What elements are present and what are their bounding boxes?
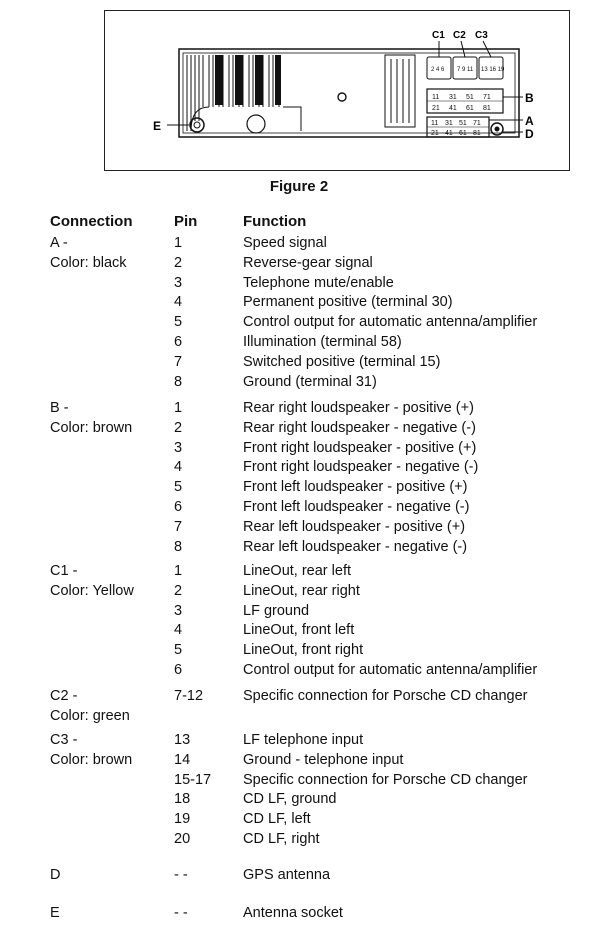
- connection-label: Color: brown: [50, 751, 133, 768]
- connection-label: C2 -: [50, 688, 78, 704]
- figure-2-connector-diagram: [104, 10, 570, 171]
- pin-function: Permanent positive (terminal 30): [243, 294, 453, 311]
- label-a: A: [525, 114, 534, 128]
- b-row1-pin3: 51: [466, 94, 474, 101]
- connection-label: B -: [50, 400, 69, 416]
- pin-function: Telephone mute/enable: [243, 274, 394, 291]
- a-row2-pin3: 61: [459, 130, 467, 137]
- pin-function: Speed signal: [243, 235, 327, 251]
- pin-function: CD LF, right: [243, 831, 320, 847]
- pin-number: 5: [174, 314, 183, 331]
- pin-number: 14: [174, 751, 191, 768]
- pin-number: 7: [174, 353, 183, 370]
- radio-rear-panel-drawing: [105, 11, 571, 172]
- pin-number: 8: [174, 373, 183, 390]
- pin-function: Rear right loudspeaker - positive (+): [243, 400, 474, 416]
- connection-label: E: [50, 905, 60, 921]
- pin-number: 6: [174, 334, 183, 350]
- pin-function: LineOut, rear right: [243, 582, 360, 599]
- pin-number: 3: [174, 439, 183, 456]
- pin-function: Front right loudspeaker - positive (+): [243, 439, 477, 456]
- pin-number: 2: [174, 419, 183, 436]
- pin-number: 5: [174, 642, 183, 659]
- pin-function: LineOut, rear left: [243, 563, 351, 579]
- a-row2-pin1: 21: [431, 130, 439, 137]
- connection-label: A -: [50, 235, 68, 251]
- pin-function: Rear left loudspeaker - negative (-): [243, 538, 468, 555]
- pin-number: 3: [174, 602, 183, 619]
- label-c1: C1: [432, 30, 445, 41]
- header-connection: Connection: [50, 213, 133, 230]
- pin-function: Front right loudspeaker - negative (-): [243, 459, 479, 476]
- pin-number: 1: [174, 235, 183, 251]
- pin-number: 2: [174, 582, 183, 599]
- b-row1-pin1: 11: [432, 94, 440, 101]
- pin-function: Illumination (terminal 58): [243, 334, 402, 350]
- pin-number: 20: [174, 831, 191, 847]
- pin-function: Ground - telephone input: [243, 751, 404, 768]
- a-row1-pin2: 31: [445, 120, 453, 127]
- connection-label: C1 -: [50, 563, 78, 579]
- b-row2-pin3: 61: [466, 105, 474, 112]
- pin-function: Antenna socket: [243, 905, 343, 921]
- pin-number: 7-12: [174, 688, 204, 704]
- pin-number: 6: [174, 662, 183, 678]
- connection-label: Color: green: [50, 707, 130, 724]
- svg-text:13 16 19: 13 16 19: [481, 67, 505, 73]
- connection-label: D: [50, 867, 61, 883]
- pin-function: CD LF, ground: [243, 791, 337, 808]
- connection-label: Color: black: [50, 254, 127, 271]
- pin-number: 2: [174, 254, 183, 271]
- pin-number: - -: [174, 905, 188, 921]
- a-row2-pin4: 81: [473, 130, 481, 137]
- b-row2-pin2: 41: [449, 105, 457, 112]
- svg-text:2 4 6: 2 4 6: [431, 67, 445, 73]
- pin-function: Front left loudspeaker - negative (-): [243, 499, 470, 515]
- pin-function: Specific connection for Porsche CD changer: [243, 771, 528, 788]
- pin-number: 8: [174, 538, 183, 555]
- pin-function: Control output for automatic antenna/amplifier: [243, 314, 538, 331]
- e-antenna-socket-icon: [190, 118, 204, 132]
- svg-text:7 9 11: 7 9 11: [457, 67, 474, 73]
- pin-function: LineOut, front right: [243, 642, 364, 659]
- label-c3: C3: [475, 30, 488, 41]
- label-e: E: [153, 119, 162, 133]
- pin-number: 7: [174, 518, 183, 535]
- pin-number: 4: [174, 459, 183, 476]
- pin-function: CD LF, left: [243, 811, 311, 828]
- pin-function: LF telephone input: [243, 732, 364, 748]
- a-row1-pin1: 11: [431, 120, 439, 127]
- pin-function: Rear right loudspeaker - negative (-): [243, 419, 476, 436]
- pin-function: Front left loudspeaker - positive (+): [243, 479, 468, 496]
- pin-number: 19: [174, 811, 191, 828]
- connection-label: C3 -: [50, 732, 78, 748]
- a-row1-pin3: 51: [459, 120, 467, 127]
- pin-number: 18: [174, 791, 191, 808]
- a-row1-pin4: 71: [473, 120, 481, 127]
- pin-function: GPS antenna: [243, 867, 331, 883]
- pin-number: 15-17: [174, 771, 212, 788]
- pin-function: Rear left loudspeaker - positive (+): [243, 518, 466, 535]
- pin-function: Switched positive (terminal 15): [243, 353, 441, 370]
- label-d: D: [525, 127, 534, 141]
- pin-function: Specific connection for Porsche CD changer: [243, 688, 528, 704]
- pin-number: 3: [174, 274, 183, 291]
- pin-number: 6: [174, 499, 183, 515]
- a-row2-pin2: 41: [445, 130, 453, 137]
- connection-label: Color: Yellow: [50, 582, 134, 599]
- pin-number: - -: [174, 867, 188, 883]
- pin-function: Reverse-gear signal: [243, 254, 373, 271]
- connection-label: Color: brown: [50, 419, 133, 436]
- label-c2: C2: [453, 30, 466, 41]
- label-b: B: [525, 91, 534, 105]
- b-row2-pin4: 81: [483, 105, 491, 112]
- pin-number: 5: [174, 479, 183, 496]
- pin-function: LineOut, front left: [243, 622, 355, 639]
- b-row2-pin1: 21: [432, 105, 440, 112]
- figure-caption: Figure 2: [269, 178, 329, 195]
- pin-number: 1: [174, 563, 183, 579]
- header-function: Function: [243, 213, 307, 230]
- pin-number: 4: [174, 622, 183, 639]
- pin-number: 13: [174, 732, 191, 748]
- pin-number: 1: [174, 400, 183, 416]
- b-row1-pin4: 71: [483, 94, 491, 101]
- pin-function: Ground (terminal 31): [243, 373, 377, 390]
- b-row1-pin2: 31: [449, 94, 457, 101]
- pin-function: LF ground: [243, 602, 310, 619]
- pin-function: Control output for automatic antenna/amplifier: [243, 662, 538, 678]
- pin-number: 4: [174, 294, 183, 311]
- header-pin: Pin: [174, 213, 198, 230]
